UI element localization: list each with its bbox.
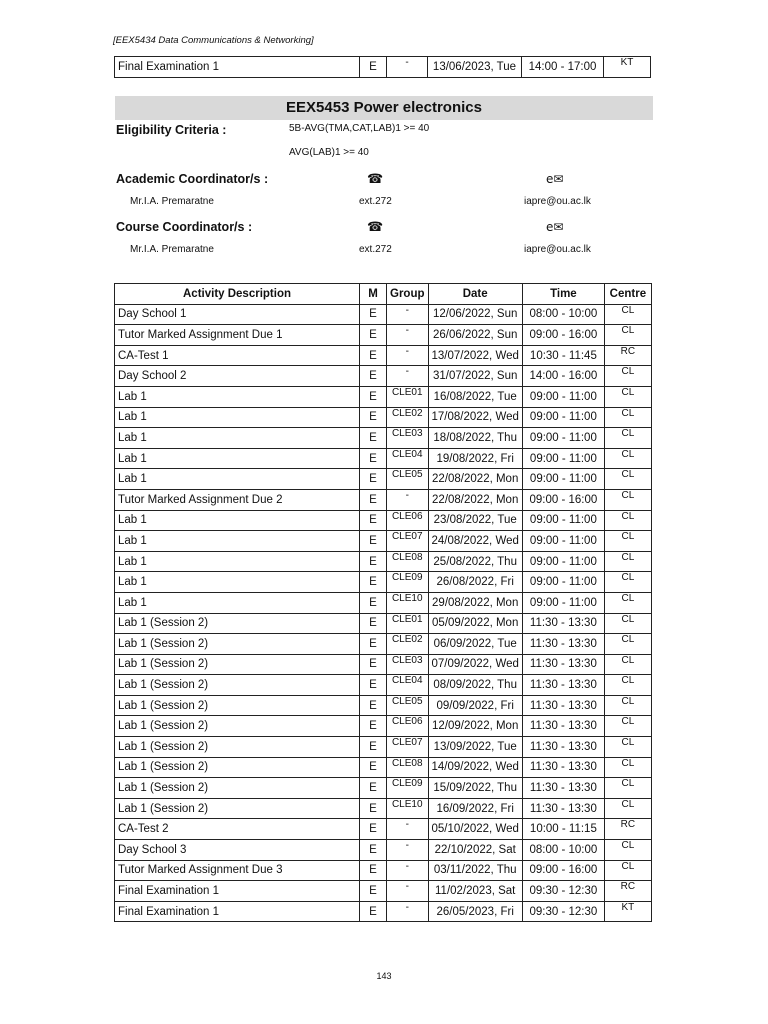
activity-cell: CA-Test 2	[115, 819, 360, 840]
table-row	[115, 489, 652, 510]
table-row	[115, 716, 652, 737]
running-header: [EEX5434 Data Communications & Networking]	[113, 35, 314, 46]
date-cell: 22/08/2022, Mon	[428, 469, 522, 490]
date-cell: 25/08/2022, Thu	[428, 551, 522, 572]
date-cell: 03/11/2022, Thu	[428, 860, 522, 881]
mode-cell: E	[360, 654, 387, 675]
centre-cell: CL	[604, 489, 651, 510]
course-title: EEX5453 Power electronics	[115, 96, 653, 120]
academic-coordinator-label: Academic Coordinator/s :	[116, 172, 269, 186]
centre-cell: CL	[604, 757, 651, 778]
date-cell: 17/08/2022, Wed	[428, 407, 522, 428]
mode-cell: E	[360, 675, 387, 696]
group-cell: CLE06	[387, 716, 429, 737]
group-cell: -	[387, 366, 429, 387]
date-cell: 26/05/2023, Fri	[428, 901, 522, 922]
group-cell: CLE03	[387, 428, 429, 449]
centre-cell: KT	[604, 901, 651, 922]
activity-cell: Final Examination 1	[115, 901, 360, 922]
time-cell: 11:30 - 13:30	[522, 757, 604, 778]
activity-cell: CA-Test 1	[115, 345, 360, 366]
centre-cell: CL	[604, 592, 651, 613]
time-cell: 09:00 - 16:00	[522, 860, 604, 881]
table-row	[115, 531, 652, 552]
centre-cell: CL	[604, 448, 651, 469]
date-cell: 16/09/2022, Fri	[428, 798, 522, 819]
group-cell: -	[387, 881, 429, 902]
time-cell: 10:30 - 11:45	[522, 345, 604, 366]
activity-cell: Lab 1 (Session 2)	[115, 613, 360, 634]
table-row	[115, 634, 652, 655]
date-cell: 12/09/2022, Mon	[428, 716, 522, 737]
time-cell: 09:30 - 12:30	[522, 881, 604, 902]
date-cell: 22/10/2022, Sat	[428, 840, 522, 861]
header-centre: Centre	[604, 284, 651, 305]
centre-cell: CL	[604, 695, 651, 716]
header-date: Date	[428, 284, 522, 305]
time-cell: 09:00 - 11:00	[522, 428, 604, 449]
group-cell: CLE01	[387, 386, 429, 407]
mode-cell: E	[360, 366, 387, 387]
table-row	[115, 695, 652, 716]
activity-cell: Lab 1	[115, 551, 360, 572]
academic-coordinator-name: Mr.I.A. Premaratne	[130, 196, 214, 207]
mode-cell: E	[360, 386, 387, 407]
activity-cell: Final Examination 1	[115, 881, 360, 902]
group-cell: CLE08	[387, 551, 429, 572]
date-cell: 13/07/2022, Wed	[428, 345, 522, 366]
page-number: 143	[376, 971, 392, 981]
group-cell: -	[387, 489, 429, 510]
mode-cell: E	[360, 428, 387, 449]
date-cell: 08/09/2022, Thu	[428, 675, 522, 696]
header-mode: M	[360, 284, 387, 305]
date-cell: 23/08/2022, Tue	[428, 510, 522, 531]
mode-cell: E	[360, 325, 387, 346]
mode-cell: E	[360, 695, 387, 716]
table-row	[115, 798, 652, 819]
centre-cell: CL	[604, 510, 651, 531]
date-cell: 29/08/2022, Mon	[428, 592, 522, 613]
group-cell: CLE01	[387, 613, 429, 634]
mode-cell: E	[360, 407, 387, 428]
centre-cell: CL	[604, 366, 651, 387]
activity-cell: Lab 1	[115, 572, 360, 593]
mode-cell: E	[360, 737, 387, 758]
date-cell: 06/09/2022, Tue	[428, 634, 522, 655]
header-activity: Activity Description	[115, 284, 360, 305]
mode-cell: E	[360, 572, 387, 593]
group-cell: CLE06	[387, 510, 429, 531]
activity-cell: Lab 1 (Session 2)	[115, 737, 360, 758]
eligibility-label: Eligibility Criteria :	[116, 123, 227, 137]
mode-cell: E	[360, 531, 387, 552]
centre-cell: CL	[604, 778, 651, 799]
schedule-table	[114, 283, 652, 922]
mode-cell: E	[360, 345, 387, 366]
activity-cell: Lab 1	[115, 428, 360, 449]
centre-cell: CL	[604, 407, 651, 428]
table-row	[115, 613, 652, 634]
group-cell: CLE03	[387, 654, 429, 675]
time-cell: 09:00 - 11:00	[522, 531, 604, 552]
time-cell: 11:30 - 13:30	[522, 695, 604, 716]
centre-cell: CL	[604, 531, 651, 552]
course-coordinator-label: Course Coordinator/s :	[116, 220, 253, 234]
time-cell: 11:30 - 13:30	[522, 737, 604, 758]
time-cell: 09:00 - 16:00	[522, 325, 604, 346]
email-icon: e✉	[546, 220, 564, 234]
eligibility-line-1: 5B-AVG(TMA,CAT,LAB)1 >= 40	[289, 123, 430, 134]
group-cell: -	[387, 57, 428, 78]
table-row	[115, 366, 652, 387]
mode-cell: E	[360, 510, 387, 531]
group-cell: CLE10	[387, 592, 429, 613]
mode-cell: E	[360, 551, 387, 572]
activity-cell: Lab 1	[115, 386, 360, 407]
group-cell: CLE09	[387, 572, 429, 593]
table-row	[115, 592, 652, 613]
table-row	[115, 551, 652, 572]
course-coordinator-email[interactable]: iapre@ou.ac.lk	[524, 244, 591, 255]
time-cell: 09:00 - 16:00	[522, 489, 604, 510]
date-cell: 07/09/2022, Wed	[428, 654, 522, 675]
phone-icon: ☎	[367, 171, 384, 186]
centre-cell: KT	[604, 57, 651, 78]
table-row	[115, 654, 652, 675]
mode-cell: E	[360, 613, 387, 634]
activity-cell: Final Examination 1	[115, 57, 360, 78]
table-row	[115, 901, 652, 922]
time-cell: 09:00 - 11:00	[522, 551, 604, 572]
table-row	[115, 840, 652, 861]
academic-coordinator-ext: ext.272	[359, 196, 392, 207]
activity-cell: Lab 1 (Session 2)	[115, 798, 360, 819]
activity-cell: Lab 1	[115, 510, 360, 531]
group-cell: CLE04	[387, 675, 429, 696]
activity-cell: Day School 3	[115, 840, 360, 861]
course-coordinator-name: Mr.I.A. Premaratne	[130, 244, 214, 255]
centre-cell: CL	[604, 551, 651, 572]
time-cell: 09:00 - 11:00	[522, 386, 604, 407]
centre-cell: RC	[604, 345, 651, 366]
group-cell: -	[387, 840, 429, 861]
activity-cell: Tutor Marked Assignment Due 1	[115, 325, 360, 346]
date-cell: 31/07/2022, Sun	[428, 366, 522, 387]
group-cell: -	[387, 325, 429, 346]
mode-cell: E	[360, 489, 387, 510]
mode-cell: E	[360, 304, 387, 325]
group-cell: CLE07	[387, 531, 429, 552]
centre-cell: CL	[604, 798, 651, 819]
table-row	[115, 325, 652, 346]
centre-cell: CL	[604, 675, 651, 696]
activity-cell: Lab 1 (Session 2)	[115, 716, 360, 737]
header-group: Group	[387, 284, 429, 305]
table-row	[115, 860, 652, 881]
table-row	[115, 819, 652, 840]
date-cell: 22/08/2022, Mon	[428, 489, 522, 510]
group-cell: CLE07	[387, 737, 429, 758]
table-row	[115, 469, 652, 490]
activity-cell: Lab 1 (Session 2)	[115, 778, 360, 799]
table-row	[115, 778, 652, 799]
centre-cell: CL	[604, 860, 651, 881]
date-cell: 15/09/2022, Thu	[428, 778, 522, 799]
group-cell: CLE05	[387, 695, 429, 716]
table-row	[115, 304, 652, 325]
centre-cell: CL	[604, 325, 651, 346]
time-cell: 11:30 - 13:30	[522, 654, 604, 675]
date-cell: 12/06/2022, Sun	[428, 304, 522, 325]
time-cell: 11:30 - 13:30	[522, 716, 604, 737]
activity-cell: Tutor Marked Assignment Due 2	[115, 489, 360, 510]
centre-cell: CL	[604, 840, 651, 861]
date-cell: 26/08/2022, Fri	[428, 572, 522, 593]
mode-cell: E	[360, 901, 387, 922]
table-row	[115, 737, 652, 758]
group-cell: CLE05	[387, 469, 429, 490]
time-cell: 11:30 - 13:30	[522, 613, 604, 634]
table-header-row	[115, 284, 652, 305]
activity-cell: Day School 1	[115, 304, 360, 325]
date-cell: 13/06/2023, Tue	[428, 57, 522, 78]
mode-cell: E	[360, 881, 387, 902]
group-cell: -	[387, 304, 429, 325]
group-cell: CLE09	[387, 778, 429, 799]
header-time: Time	[522, 284, 604, 305]
group-cell: CLE04	[387, 448, 429, 469]
group-cell: -	[387, 819, 429, 840]
activity-cell: Tutor Marked Assignment Due 3	[115, 860, 360, 881]
date-cell: 16/08/2022, Tue	[428, 386, 522, 407]
centre-cell: CL	[604, 386, 651, 407]
table-row	[115, 675, 652, 696]
mode-cell: E	[360, 448, 387, 469]
table-row	[115, 57, 651, 78]
centre-cell: RC	[604, 881, 651, 902]
email-icon: e✉	[546, 172, 564, 186]
mode-cell: E	[360, 840, 387, 861]
time-cell: 09:30 - 12:30	[522, 901, 604, 922]
group-cell: CLE08	[387, 757, 429, 778]
group-cell: CLE02	[387, 407, 429, 428]
time-cell: 09:00 - 11:00	[522, 469, 604, 490]
date-cell: 19/08/2022, Fri	[428, 448, 522, 469]
activity-cell: Lab 1	[115, 407, 360, 428]
time-cell: 09:00 - 11:00	[522, 510, 604, 531]
centre-cell: CL	[604, 634, 651, 655]
group-cell: -	[387, 345, 429, 366]
table-row	[115, 881, 652, 902]
date-cell: 24/08/2022, Wed	[428, 531, 522, 552]
centre-cell: CL	[604, 716, 651, 737]
mode-cell: E	[360, 634, 387, 655]
time-cell: 11:30 - 13:30	[522, 634, 604, 655]
table-row	[115, 386, 652, 407]
date-cell: 05/09/2022, Mon	[428, 613, 522, 634]
previous-course-table	[114, 56, 651, 78]
time-cell: 10:00 - 11:15	[522, 819, 604, 840]
phone-icon: ☎	[367, 219, 384, 234]
time-cell: 14:00 - 17:00	[522, 57, 604, 78]
mode-cell: E	[360, 757, 387, 778]
table-row	[115, 510, 652, 531]
mode-cell: E	[360, 592, 387, 613]
activity-cell: Lab 1	[115, 448, 360, 469]
course-coordinator-ext: ext.272	[359, 244, 392, 255]
activity-cell: Lab 1	[115, 469, 360, 490]
mode-cell: E	[360, 860, 387, 881]
activity-cell: Lab 1 (Session 2)	[115, 757, 360, 778]
mode-cell: E	[360, 778, 387, 799]
activity-cell: Lab 1	[115, 592, 360, 613]
activity-cell: Lab 1	[115, 531, 360, 552]
group-cell: CLE10	[387, 798, 429, 819]
activity-cell: Lab 1 (Session 2)	[115, 634, 360, 655]
date-cell: 11/02/2023, Sat	[428, 881, 522, 902]
table-row	[115, 407, 652, 428]
table-row	[115, 572, 652, 593]
academic-coordinator-email[interactable]: iapre@ou.ac.lk	[524, 196, 591, 207]
time-cell: 08:00 - 10:00	[522, 304, 604, 325]
centre-cell: CL	[604, 613, 651, 634]
table-row	[115, 345, 652, 366]
centre-cell: CL	[604, 572, 651, 593]
mode-cell: E	[360, 716, 387, 737]
date-cell: 18/08/2022, Thu	[428, 428, 522, 449]
time-cell: 09:00 - 11:00	[522, 592, 604, 613]
group-cell: -	[387, 901, 429, 922]
centre-cell: CL	[604, 737, 651, 758]
time-cell: 14:00 - 16:00	[522, 366, 604, 387]
time-cell: 09:00 - 11:00	[522, 407, 604, 428]
activity-cell: Lab 1 (Session 2)	[115, 654, 360, 675]
mode-cell: E	[360, 798, 387, 819]
mode-cell: E	[360, 469, 387, 490]
date-cell: 14/09/2022, Wed	[428, 757, 522, 778]
centre-cell: CL	[604, 304, 651, 325]
group-cell: CLE02	[387, 634, 429, 655]
mode-cell: E	[360, 57, 387, 78]
table-row	[115, 448, 652, 469]
time-cell: 11:30 - 13:30	[522, 675, 604, 696]
time-cell: 11:30 - 13:30	[522, 798, 604, 819]
centre-cell: CL	[604, 654, 651, 675]
eligibility-line-2: AVG(LAB)1 >= 40	[289, 147, 369, 158]
group-cell: -	[387, 860, 429, 881]
activity-cell: Day School 2	[115, 366, 360, 387]
mode-cell: E	[360, 819, 387, 840]
centre-cell: CL	[604, 469, 651, 490]
time-cell: 09:00 - 11:00	[522, 572, 604, 593]
centre-cell: CL	[604, 428, 651, 449]
table-row	[115, 428, 652, 449]
time-cell: 11:30 - 13:30	[522, 778, 604, 799]
date-cell: 26/06/2022, Sun	[428, 325, 522, 346]
date-cell: 05/10/2022, Wed	[428, 819, 522, 840]
date-cell: 13/09/2022, Tue	[428, 737, 522, 758]
time-cell: 09:00 - 11:00	[522, 448, 604, 469]
table-row	[115, 757, 652, 778]
centre-cell: RC	[604, 819, 651, 840]
date-cell: 09/09/2022, Fri	[428, 695, 522, 716]
time-cell: 08:00 - 10:00	[522, 840, 604, 861]
activity-cell: Lab 1 (Session 2)	[115, 695, 360, 716]
activity-cell: Lab 1 (Session 2)	[115, 675, 360, 696]
